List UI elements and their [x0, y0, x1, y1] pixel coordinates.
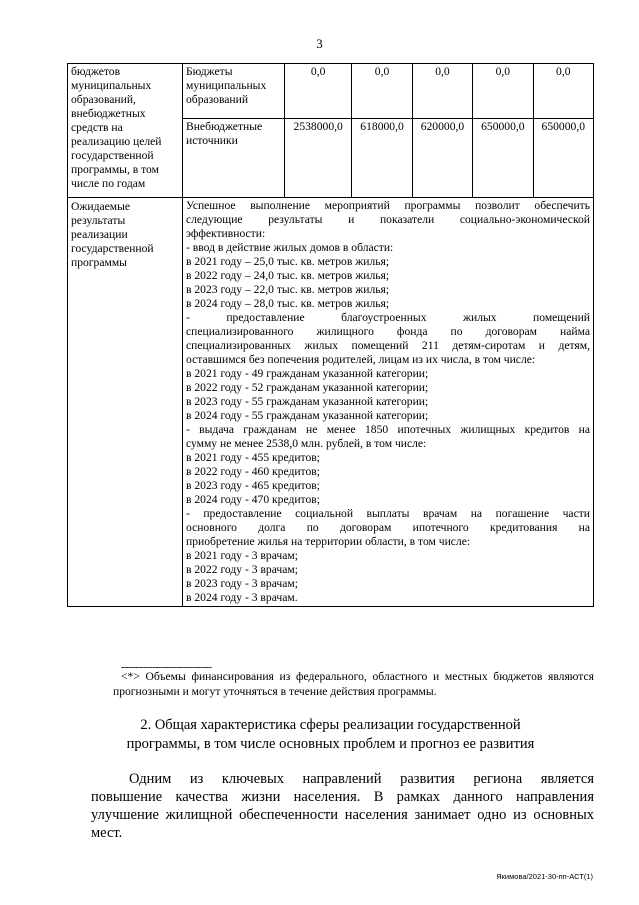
table-row — [68, 198, 594, 607]
results-line: в 2021 году - 49 гражданам указанной категории; — [186, 367, 429, 380]
source-label: Внебюджетные источники — [183, 119, 285, 198]
results-line: - выдача гражданам не менее 1850 ипотечных жилищных кредитов на — [186, 423, 590, 436]
value-cell: 0,0 — [412, 64, 472, 119]
results-label: Ожидаемые результаты реализации государственной программы — [68, 198, 183, 607]
results-line: приобретение жилья на территории области, в том числе: — [186, 535, 471, 548]
results-line: в 2024 году - 55 гражданам указанной категории; — [186, 409, 429, 422]
results-line: в 2023 году - 55 гражданам указанной категории; — [186, 395, 429, 408]
value-cell: 618000,0 — [352, 119, 412, 198]
results-line: в 2023 году - 3 врачам; — [186, 577, 298, 590]
section-heading-line: 2. Общая характеристика сферы реализации государственной — [140, 717, 521, 733]
footnote: <*> Объемы финансирования из федерального, областного и местных бюджетов являются прогнозными и могут уточняться в течение действия программы. — [113, 670, 594, 698]
results-line: в 2024 году - 470 кредитов; — [186, 493, 320, 506]
value-cell: 0,0 — [352, 64, 412, 119]
results-line: оставшимся без попечения родителей, лицам из их числа, в том числе: — [186, 353, 536, 366]
document-code: Якимова/2021-30-пп-АСТ(1) — [496, 872, 593, 881]
results-line: - ввод в действие жилых домов в области: — [186, 241, 394, 254]
value-cell: 0,0 — [533, 64, 593, 119]
results-line: в 2023 году – 22,0 тыс. кв. метров жилья; — [186, 283, 390, 296]
value-cell: 0,0 — [473, 64, 533, 119]
section-heading — [67, 716, 594, 754]
footnote-rule: -------------------------------- — [121, 662, 212, 673]
results-line: в 2021 году – 25,0 тыс. кв. метров жилья; — [186, 255, 390, 268]
funding-table — [67, 63, 594, 607]
funding-label: бюджетов муниципальных образований, внебюджетных средств на реализацию целей государственной программы, в том числе по годам — [68, 64, 183, 198]
section-heading-line: программы, в том числе основных проблем и прогноз ее развития — [126, 736, 535, 752]
results-line: следующие результаты и показатели социально-экономической — [186, 213, 590, 226]
paragraph-first-line: Одним из ключевых направлений развития региона является — [129, 771, 594, 787]
results-line: эффективности: — [186, 227, 266, 240]
source-label: Бюджеты муниципальных образований — [183, 64, 285, 119]
results-line: сумму не менее 2538,0 млн. рублей, в том числе: — [186, 437, 427, 450]
results-line: в 2023 году - 465 кредитов; — [186, 479, 320, 492]
table-row — [68, 64, 594, 119]
results-line: Успешное выполнение мероприятий программы позволит обеспечить — [186, 199, 590, 212]
paragraph-text: повышение качества жизни населения. В рамках данного направления улучшение жилищной обеспеченности населения занимает одно из основных мест. — [91, 789, 594, 841]
results-line: - предоставление благоустроенных жилых помещений — [186, 311, 590, 324]
body-paragraph — [91, 770, 594, 842]
results-line: в 2021 году - 455 кредитов; — [186, 451, 320, 464]
page-number: 3 — [316, 36, 323, 51]
results-line: в 2022 году – 24,0 тыс. кв. метров жилья; — [186, 269, 390, 282]
results-line: в 2021 году - 3 врачам; — [186, 549, 298, 562]
value-cell: 650000,0 — [473, 119, 533, 198]
results-text — [183, 198, 594, 607]
results-line: специализированных жилых помещений 211 детям-сиротам и детям, — [186, 339, 590, 352]
results-line: - предоставление социальной выплаты врачам на погашение части — [186, 507, 590, 520]
results-line: основного долга по договорам ипотечного кредитования на — [186, 521, 590, 534]
results-line: в 2024 году – 28,0 тыс. кв. метров жилья; — [186, 297, 390, 310]
value-cell: 620000,0 — [412, 119, 472, 198]
results-line: специализированного жилищного фонда по договорам найма — [186, 325, 590, 338]
value-cell: 2538000,0 — [285, 119, 352, 198]
results-line: в 2024 году - 3 врачам. — [186, 591, 298, 604]
value-cell: 650000,0 — [533, 119, 593, 198]
results-line: в 2022 году - 460 кредитов; — [186, 465, 320, 478]
value-cell: 0,0 — [285, 64, 352, 119]
results-line: в 2022 году - 52 гражданам указанной категории; — [186, 381, 429, 394]
results-line: в 2022 году - 3 врачам; — [186, 563, 298, 576]
